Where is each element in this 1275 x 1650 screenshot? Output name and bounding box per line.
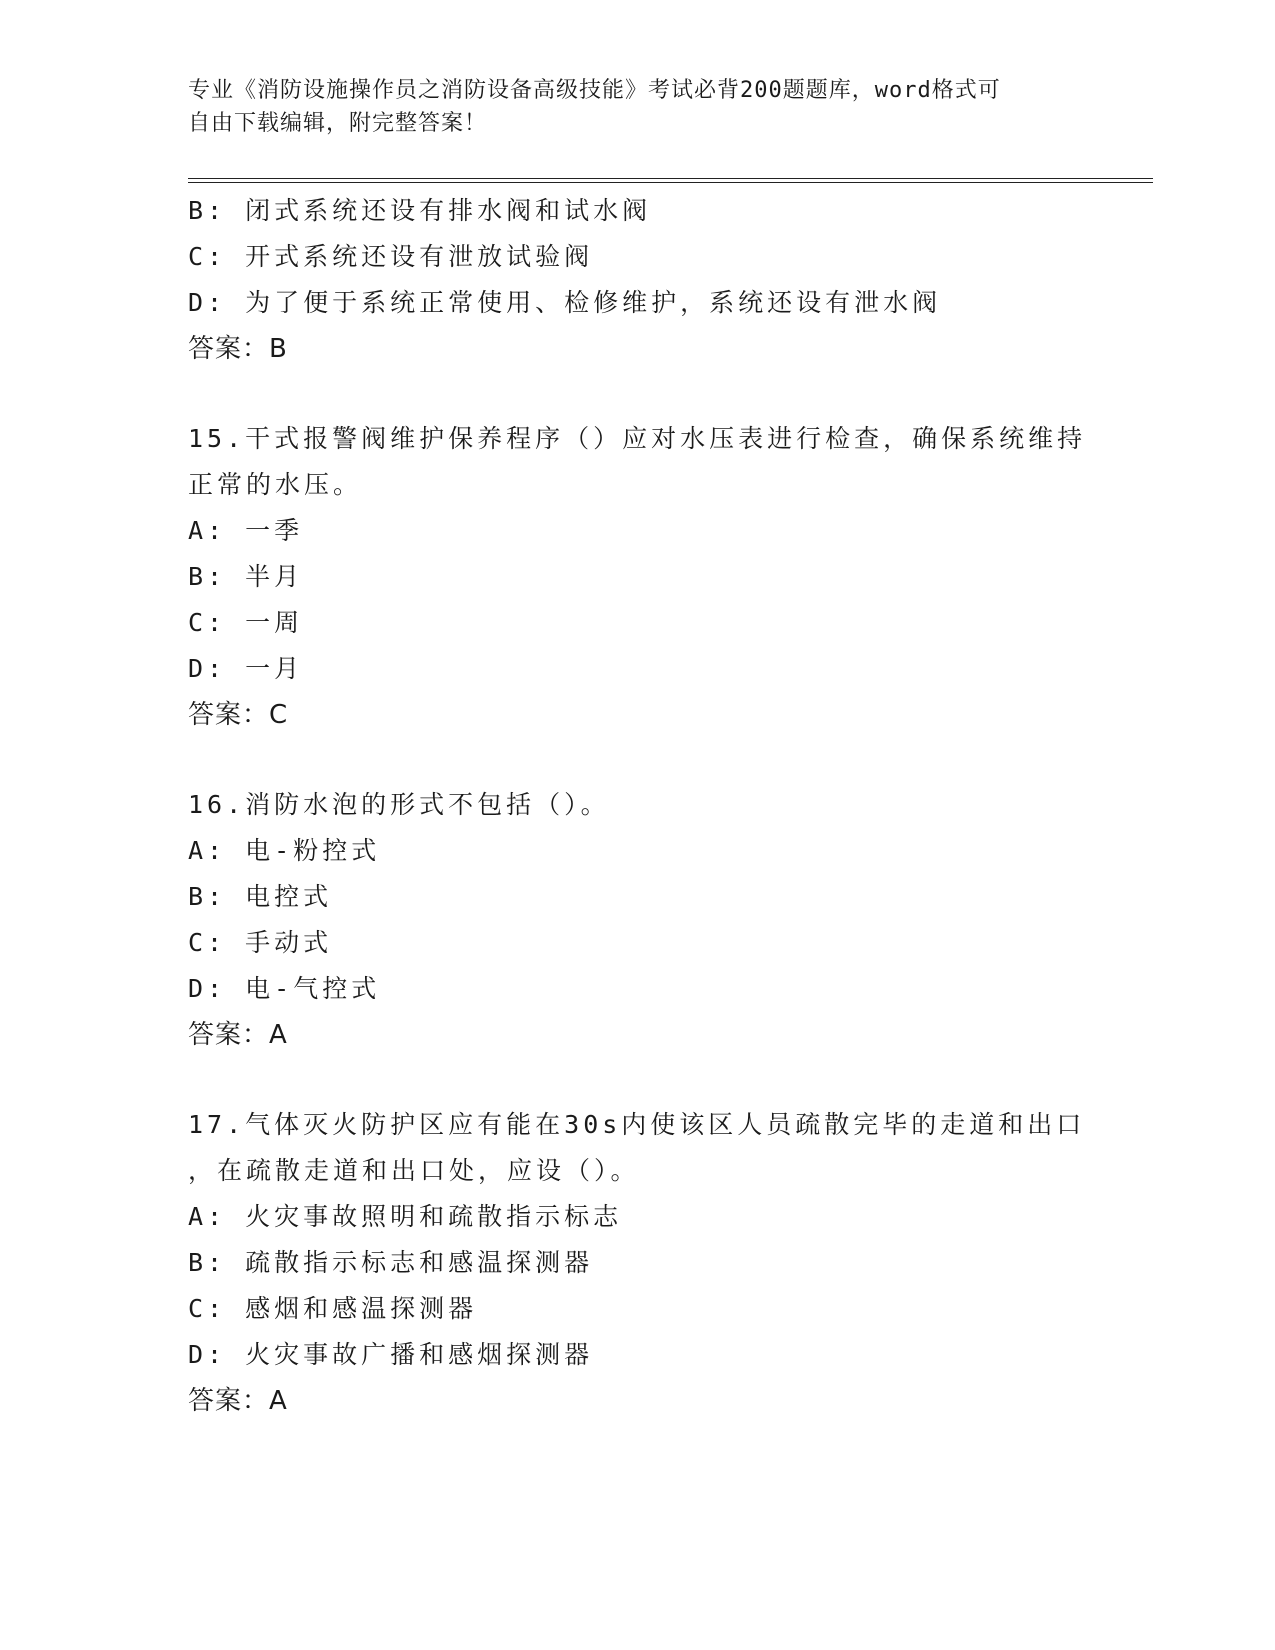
option-c: C: 开式系统还设有泄放试验阀 bbox=[188, 242, 594, 271]
question-block-16 bbox=[188, 782, 1088, 1058]
answer-line: 答案：A bbox=[188, 1020, 288, 1050]
option-a: A: 一季 bbox=[188, 516, 304, 545]
question-text-line: 17.气体灭火防护区应有能在30s内使该区人员疏散完毕的走道和出口 bbox=[188, 1110, 1086, 1139]
option-c: C: 感烟和感温探测器 bbox=[188, 1294, 478, 1323]
question-block-17 bbox=[188, 1102, 1088, 1424]
option-c: C: 手动式 bbox=[188, 928, 333, 957]
option-d: D: 电-气控式 bbox=[188, 974, 381, 1003]
option-d: D: 一月 bbox=[188, 654, 304, 683]
question-text-line: 15.干式报警阀维护保养程序（）应对水压表进行检查，确保系统维持 bbox=[188, 424, 1087, 453]
header-divider bbox=[188, 178, 1153, 183]
header-line-1: 专业《消防设施操作员之消防设备高级技能》考试必背200题题库，word格式可 bbox=[188, 78, 1001, 103]
option-b: B: 半月 bbox=[188, 562, 304, 591]
document-header bbox=[188, 74, 1068, 140]
option-d: D: 火灾事故广播和感烟探测器 bbox=[188, 1340, 594, 1369]
option-a: A: 电-粉控式 bbox=[188, 836, 381, 865]
option-b: B: 疏散指示标志和感温探测器 bbox=[188, 1248, 594, 1277]
spacer bbox=[188, 1058, 1088, 1102]
question-block-15 bbox=[188, 416, 1088, 738]
option-d: D: 为了便于系统正常使用、检修维护，系统还设有泄水阀 bbox=[188, 288, 942, 317]
question-block-14 bbox=[188, 188, 1088, 372]
spacer bbox=[188, 372, 1088, 416]
option-c: C: 一周 bbox=[188, 608, 304, 637]
option-a: A: 火灾事故照明和疏散指示标志 bbox=[188, 1202, 623, 1231]
question-text-line: 16.消防水泡的形式不包括（）。 bbox=[188, 790, 610, 819]
answer-line: 答案：C bbox=[188, 700, 289, 730]
answer-line: 答案：A bbox=[188, 1386, 288, 1416]
spacer bbox=[188, 738, 1088, 782]
question-text-line: 正常的水压。 bbox=[188, 470, 363, 499]
option-b: B: 闭式系统还设有排水阀和试水阀 bbox=[188, 196, 652, 225]
question-list bbox=[188, 188, 1088, 1424]
question-text-line: ，在疏散走道和出口处，应设（）。 bbox=[188, 1156, 640, 1185]
header-line-2: 自由下载编辑，附完整答案！ bbox=[188, 111, 488, 136]
option-b: B: 电控式 bbox=[188, 882, 333, 911]
answer-line: 答案：B bbox=[188, 334, 288, 364]
